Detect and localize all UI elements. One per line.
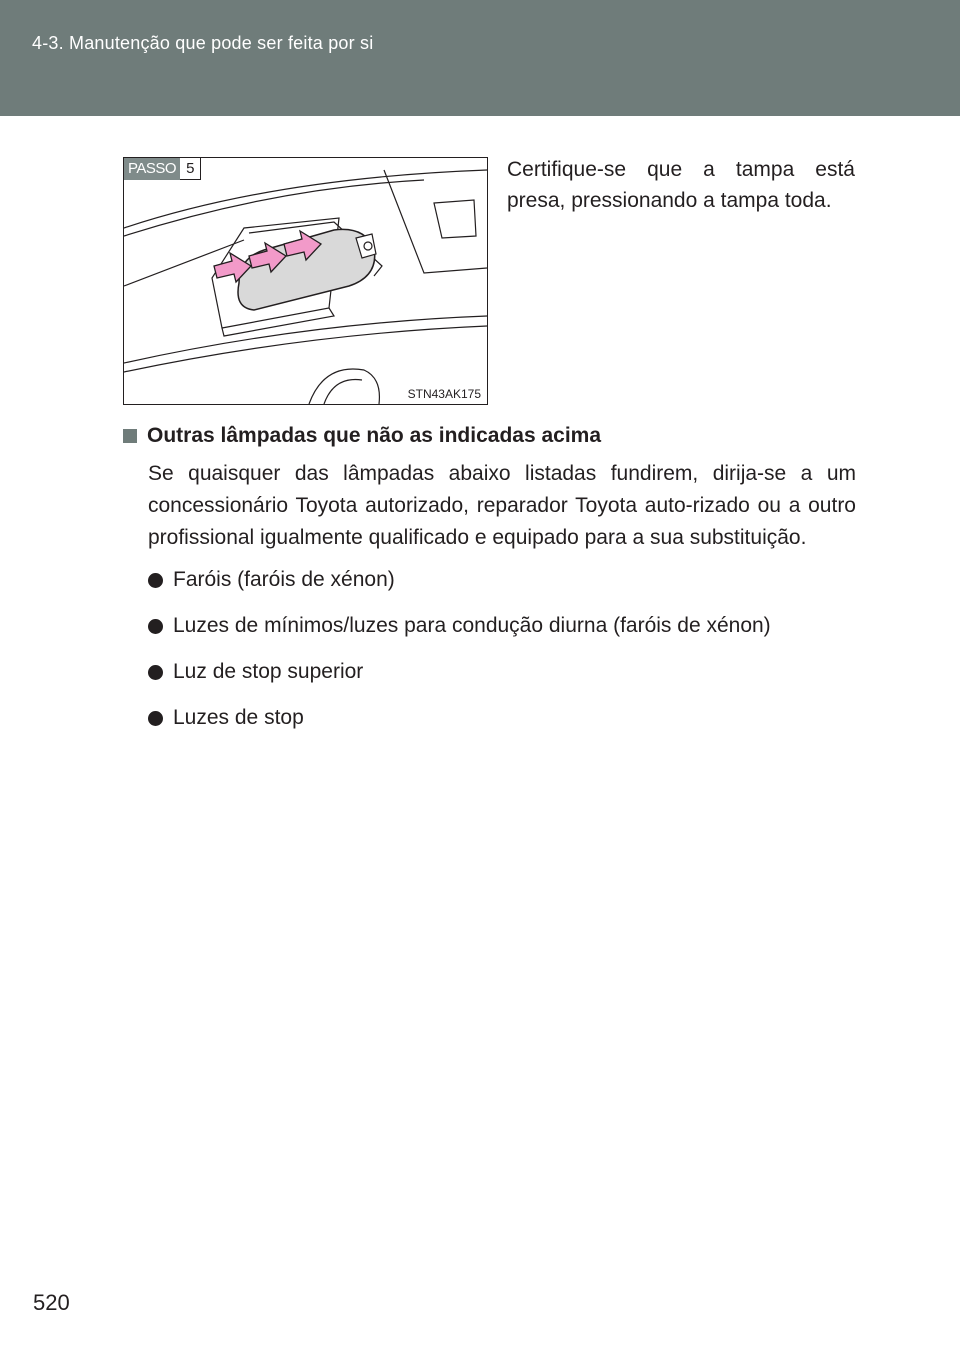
list-item <box>148 566 856 594</box>
step-number: 5 <box>180 158 201 180</box>
list-item <box>148 612 856 640</box>
step-illustration <box>123 157 488 405</box>
section-title: 4-3. Manutenção que pode ser feita por si <box>32 33 374 53</box>
list-item <box>148 658 856 686</box>
step-instruction: Certifique-se que a tampa está presa, pressionando a tampa toda. <box>507 158 855 212</box>
list-item-text: Luz de stop superior <box>173 660 364 683</box>
bullet-icon <box>148 619 163 634</box>
square-bullet-icon <box>123 429 137 443</box>
bullet-icon <box>148 665 163 680</box>
step-badge <box>124 158 201 180</box>
list-item-text: Luzes de mínimos/luzes para condução diurna (faróis de xénon) <box>173 614 771 637</box>
figure-code: STN43AK175 <box>407 387 481 401</box>
page-header <box>0 0 960 116</box>
page-number: 520 <box>33 1290 70 1315</box>
section-body: Se quaisquer das lâmpadas abaixo listadas fundirem, dirija-se a um concessionário Toyota autorizado, reparador Toyota auto-rizado ou a outro profissional igualmente qualificado e equipado para a sua substituição. <box>148 462 856 549</box>
bullet-icon <box>148 711 163 726</box>
list-item-text: Luzes de stop <box>173 706 304 729</box>
section-heading-text: Outras lâmpadas que não as indicadas acima <box>147 424 602 447</box>
section-heading <box>123 422 856 450</box>
list-item <box>148 704 856 732</box>
bullet-icon <box>148 573 163 588</box>
bulb-list <box>148 566 856 732</box>
other-bulbs-section <box>123 422 856 750</box>
list-item-text: Faróis (faróis de xénon) <box>173 568 395 591</box>
step-label: PASSO <box>124 158 180 180</box>
lamp-cover-drawing <box>124 158 487 404</box>
